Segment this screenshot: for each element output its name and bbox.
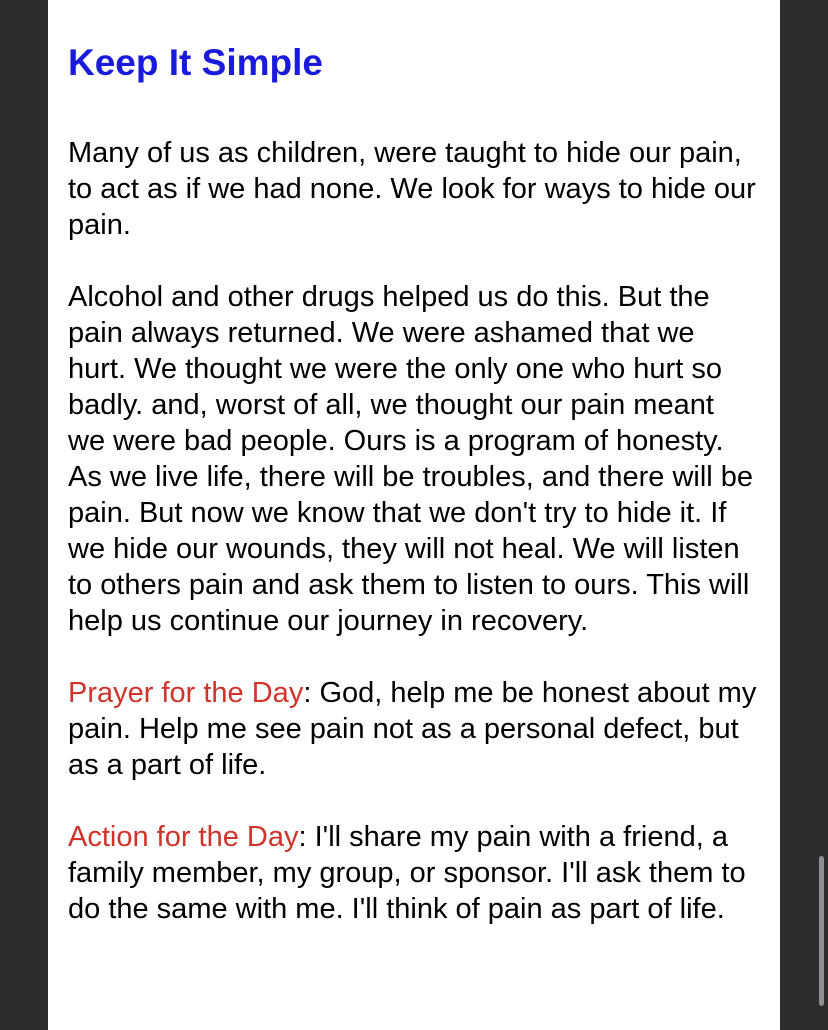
left-margin xyxy=(0,0,48,1030)
action-for-the-day xyxy=(68,819,758,927)
action-label: Action for the Day xyxy=(68,821,299,853)
action-text: : I'll share my pain with a friend, a family member, my group, or sponsor. I'll ask them to do the same with me. I'll think of pain as part of life. xyxy=(68,821,746,925)
article-title: Keep It Simple xyxy=(68,42,323,83)
prayer-text: : God, help me be honest about my pain. Help me see pain not as a personal defect, but as a part of life. xyxy=(68,677,757,781)
article-content xyxy=(68,38,758,927)
scrollbar-thumb[interactable] xyxy=(819,856,824,1006)
reading-page xyxy=(48,0,780,1030)
paragraph-intro: Many of us as children, were taught to hide our pain, to act as if we had none. We look for ways to hide our pain. xyxy=(68,137,756,241)
prayer-for-the-day xyxy=(68,675,758,783)
prayer-label: Prayer for the Day xyxy=(68,677,304,709)
paragraph-body: Alcohol and other drugs helped us do this. But the pain always returned. We were ashamed that we hurt. We thought we were the only one who hurt so badly. and, worst of all, we thought our pain meant we were bad people. Ours is a program of honesty. As we live life, there will be troubles, and there will be pain. But now we know that we don't try to hide it. If we hide our wounds, they will not heal. We will listen to others pain and ask them to listen to ours. This will help us continue our journey in recovery. xyxy=(68,281,754,637)
